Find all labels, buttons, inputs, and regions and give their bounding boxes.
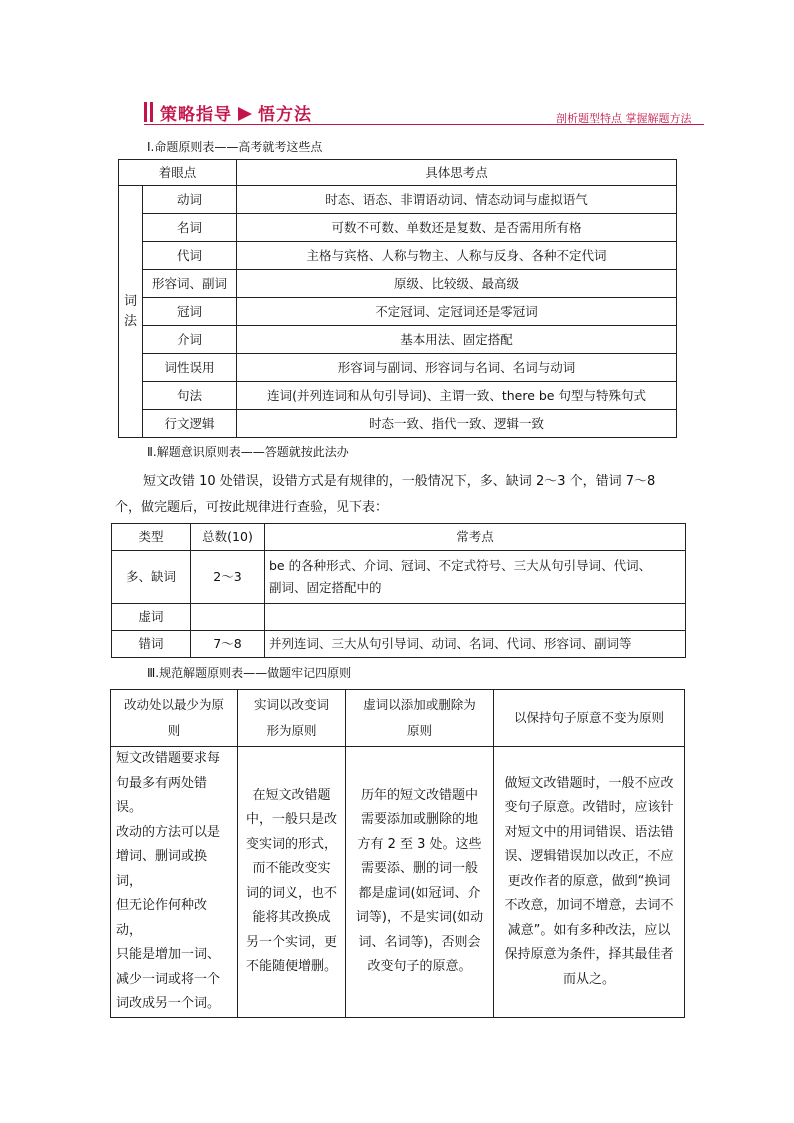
arrow-icon [238,107,252,121]
table-row [119,214,677,242]
table-row [119,382,677,410]
table-row [119,410,677,438]
rule-line: 短文改错题要求每 [116,751,221,766]
row-label: 动词 [143,186,237,214]
rule-line: 句最多有两处错误。 [116,775,208,815]
row-count: 2～3 [191,551,265,604]
section2-paragraph-line2: 个，做完题后，可按此规律进行查验，见下表： [115,500,389,515]
rule-line: 误、逻辑错误加以改正，不应 [504,849,674,864]
col-header-count: 总数(10) [191,524,265,551]
table-row [119,186,677,214]
row-label: 冠词 [143,298,237,326]
rule-line: 对短文中的用词错误、语法错 [504,824,674,840]
col-header-type: 类型 [112,524,191,551]
rule-line: 历年的短文改错题中 [360,787,478,803]
row-detail: 主格与宾格、人称与物主、人称与反身、各种不定代词 [237,242,677,270]
rule-line: 需要添加或删除的地 [360,812,478,828]
section2-heading: Ⅱ.解题意识原则表——答题就按此法办 [147,445,349,459]
table-row [119,326,677,354]
rule-line: 中，一般只是改 [245,812,337,828]
rule-line: 不改意，加词不增意，去词不 [504,898,674,913]
rule-header: 实词以改变词 形为原则 [238,690,346,747]
row-label: 形容词、副词 [143,270,237,298]
rule-line: 需要添、删的词一般 [360,861,478,877]
row-label: 代词 [143,242,237,270]
col-header-points: 具体思考点 [237,160,677,186]
rule-line: 变实词的形式， [245,836,337,852]
row-label: 词性误用 [143,354,237,382]
rule-header: 以保持句子原意不变为原则 [494,690,685,747]
rule-line: 在短文改错题 [252,787,331,803]
rule-line: 增词、删词或换词， [116,849,208,889]
rule-line: 减意”。如有多种改法，应以 [507,922,671,938]
rule-line: 改动的方法可以是 [116,824,221,840]
rule-line: 另一个实词，更 [245,934,337,950]
row-label: 行文逻辑 [143,410,237,438]
row-detail: 基本用法、固定搭配 [237,326,677,354]
rule-line: 但无论作何种改动， [116,898,208,938]
table-row [119,354,677,382]
rule-line: 词等)，不是实词(如动 [355,910,484,926]
rule-line: 词、名词等)，否则会 [358,934,481,950]
section-title [160,100,312,125]
table-row [119,298,677,326]
rule-line: 都是虚词(如冠词、介 [358,885,481,901]
row-label: 介词 [143,326,237,354]
row-points: 并列连词、三大从句引导词、动词、名词、代词、形容词、副词等 [265,631,686,658]
table-row [112,631,686,658]
rule-header: 虚词以添加或删除为 原则 [346,690,494,747]
row-count: 7～8 [191,631,265,658]
rule-body [238,747,346,1018]
rule-line: 只能是增加一词、 [116,947,221,962]
header-bars-icon [144,102,154,122]
col-header-focus: 着眼点 [119,160,237,186]
rule-line: 而不能改变实 [252,861,331,877]
section2-paragraph-line1: 短文改错 10 处错误，设错方式是有规律的，一般情况下，多、缺词 2～3 个，错词 7～8 [143,474,656,489]
row-type: 虚词 [112,604,191,631]
rule-line: 保持原意为条件，择其最佳者 [504,947,674,962]
row-type: 错词 [112,631,191,658]
row-detail: 原级、比较级、最高级 [237,270,677,298]
section3-heading: Ⅲ.规范解题原则表——做题牢记四原则 [147,666,352,680]
table-row [112,604,686,631]
rule-body [494,747,685,1018]
rule-line: 变句子原意。改错时，应该针 [504,800,674,815]
header-divider [144,124,704,125]
rule-body [346,747,494,1018]
row-type: 多、缺词 [112,551,191,604]
header-subtitle: 剖析题型特点 掌握解题方法 [556,112,692,125]
section1-heading: Ⅰ.命题原则表——高考就考这些点 [147,140,323,154]
table-row [119,242,677,270]
row-label: 名词 [143,214,237,242]
col-header-points: 常考点 [265,524,686,551]
row-points: be 的各种形式、介词、冠词、不定式符号、三大从句引导词、代词、 副词、固定搭配中的 [265,551,686,604]
principle-table [118,159,677,438]
rule-line: 而从之。 [562,971,615,987]
rule-body [111,747,238,1018]
title-part-b: 悟方法 [258,105,312,125]
row-count [191,604,265,631]
row-detail: 形容词与副词、形容词与名词、名词与动词 [237,354,677,382]
rule-line: 减少一词或将一个 [116,971,221,987]
table-row [112,551,686,604]
rule-line: 不能随便增删。 [245,959,337,975]
rule-line: 能将其改换成 [252,910,331,926]
rule-line: 做短文改错题时，一般不应改 [504,775,674,791]
rule-header: 改动处以最少为原 则 [111,690,238,747]
title-part-a: 策略指导 [160,105,232,125]
row-detail: 连词(并列连词和从句引导词)、主谓一致、there be 句型与特殊句式 [237,382,677,410]
rule-line: 词的词义，也不 [245,885,337,901]
row-detail: 不定冠词、定冠词还是零冠词 [237,298,677,326]
strategy-table [111,523,686,658]
rule-line: 改变句子的原意。 [367,959,472,975]
row-points [265,604,686,631]
rule-line: 方有 2 至 3 处。这些 [357,836,482,852]
row-detail: 可数不可数、单数还是复数、是否需用所有格 [237,214,677,242]
grammar-side-label: 词 法 [119,186,143,438]
table-row [119,270,677,298]
row-detail: 时态、语态、非谓语动词、情态动词与虚拟语气 [237,186,677,214]
row-detail: 时态一致、指代一致、逻辑一致 [237,410,677,438]
rule-line: 词改成另一个词。 [116,996,221,1011]
rules-table [110,689,685,1018]
row-label: 句法 [143,382,237,410]
rule-line: 更改作者的原意，做到“换词 [507,873,671,889]
